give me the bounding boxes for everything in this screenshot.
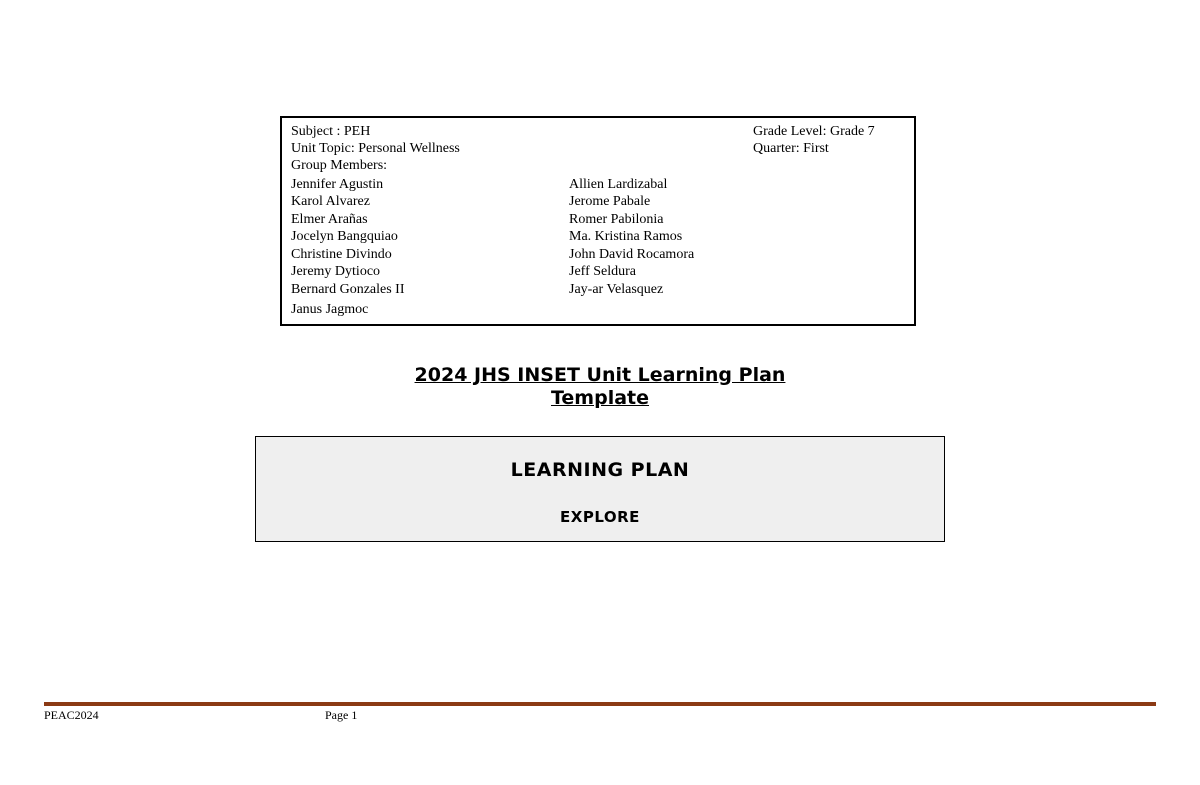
member-name: Romer Pabilonia xyxy=(569,212,664,227)
member-name: Karol Alvarez xyxy=(291,194,370,209)
member-name: Jerome Pabale xyxy=(569,194,651,209)
member-name: Janus Jagmoc xyxy=(291,302,369,317)
unit-topic-label: Unit Topic: Personal Wellness xyxy=(291,141,460,156)
member-name: John David Rocamora xyxy=(569,247,695,262)
subject-label: Subject : PEH xyxy=(291,124,371,139)
learning-plan-heading: LEARNING PLAN xyxy=(510,459,690,481)
footer-label: PEAC2024 xyxy=(44,708,99,722)
member-name: Jennifer Agustin xyxy=(291,177,384,192)
learning-plan-box xyxy=(255,436,945,542)
info-box xyxy=(280,116,916,326)
document-title xyxy=(0,364,1200,410)
member-name: Allien Lardizabal xyxy=(569,177,668,192)
member-name: Elmer Arañas xyxy=(291,212,368,227)
grade-level-label: Grade Level: Grade 7 xyxy=(753,124,875,139)
explore-subheading: EXPLORE xyxy=(560,508,640,526)
footer-divider xyxy=(44,702,1156,706)
member-name: Jeff Seldura xyxy=(569,264,636,279)
member-name: Bernard Gonzales II xyxy=(291,282,405,297)
document-title-line-1: 2024 JHS INSET Unit Learning Plan xyxy=(414,364,786,386)
quarter-label: Quarter: First xyxy=(753,141,829,156)
member-name: Ma. Kristina Ramos xyxy=(569,229,683,244)
member-name: Jeremy Dytioco xyxy=(291,264,381,279)
page-number: Page 1 xyxy=(325,708,358,722)
member-name: Christine Divindo xyxy=(291,247,392,262)
group-members-label: Group Members: xyxy=(291,158,388,173)
member-name: Jocelyn Bangquiao xyxy=(291,229,398,244)
document-title-line-2: Template xyxy=(550,387,650,409)
member-name: Jay-ar Velasquez xyxy=(569,282,664,297)
